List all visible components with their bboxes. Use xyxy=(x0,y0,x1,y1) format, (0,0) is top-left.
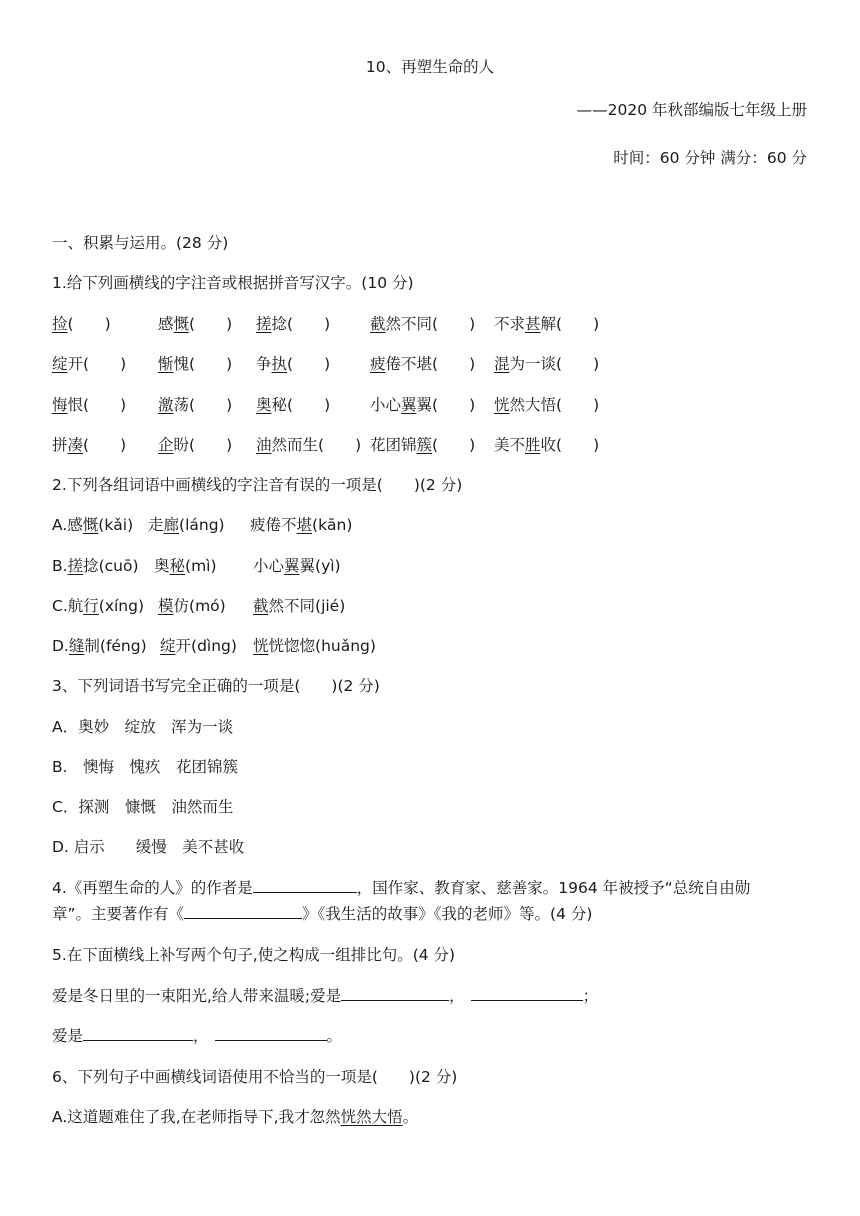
q1-answer-blank[interactable]: ( ) xyxy=(556,436,600,454)
q1-item xyxy=(158,353,232,375)
q2-text: 疲倦不 xyxy=(250,516,297,534)
q1-answer-blank[interactable]: ( ) xyxy=(432,355,476,373)
q2-text: 然不同(jié) xyxy=(268,597,346,615)
q5-sep-2: ， xyxy=(193,1027,209,1045)
q5-blank-1[interactable] xyxy=(341,986,449,1001)
q1-underlined-char: 混 xyxy=(494,355,510,373)
q5-blank-4[interactable] xyxy=(215,1026,327,1041)
q1-item xyxy=(256,394,330,416)
q1-answer-blank[interactable]: ( ) xyxy=(556,355,600,373)
q2-underlined-char: 模 xyxy=(158,597,174,615)
q2-text: B. xyxy=(52,557,68,575)
q1-item xyxy=(370,353,475,375)
q1-underlined-char: 奥 xyxy=(256,396,272,414)
q1-underlined-char: 凑 xyxy=(67,436,84,454)
page-title: 10、再塑生命的人 xyxy=(365,58,495,76)
q1-underlined-char: 胜 xyxy=(525,436,541,454)
q1-item xyxy=(370,313,475,335)
q1-underlined-char: 搓 xyxy=(256,315,272,333)
q1-answer-blank[interactable]: ( ) xyxy=(432,315,476,333)
q1-text: 愧 xyxy=(173,355,190,373)
q1-answer-blank[interactable]: ( ) xyxy=(83,355,127,373)
q1-text: 倦不堪 xyxy=(385,355,433,373)
q3-option-b: B. 懊悔 愧疚 花团锦簇 xyxy=(52,758,239,776)
q2-underlined-char: 秘 xyxy=(169,557,186,575)
q2-option-word xyxy=(160,635,237,657)
q1-answer-blank[interactable]: ( ) xyxy=(287,355,331,373)
q1-text: 小心 xyxy=(370,396,402,414)
q1-item xyxy=(370,434,475,456)
q2-underlined-char: 翼 xyxy=(284,557,300,575)
q1-underlined-char: 簇 xyxy=(416,436,433,454)
q3-option-d: D. 启示 缓慢 美不甚收 xyxy=(52,838,245,856)
q1-item xyxy=(256,353,330,375)
q1-item xyxy=(494,353,599,375)
q1-text: 拼 xyxy=(52,436,68,454)
q1-answer-blank[interactable]: ( ) xyxy=(556,315,600,333)
q2-underlined-char: 行 xyxy=(83,597,99,615)
q1-text: 收 xyxy=(540,436,557,454)
q6-a-pre: A.这道题难住了我,在老师指导下,我才忽然 xyxy=(52,1108,341,1126)
q2-option-word xyxy=(148,514,225,536)
q5-text-a: 爱是冬日里的一束阳光,给人带来温暖;爱是 xyxy=(52,987,342,1005)
q1-underlined-char: 绽 xyxy=(52,355,68,373)
q1-text: 盼 xyxy=(173,436,190,454)
q1-underlined-char: 企 xyxy=(158,436,174,454)
q1-answer-blank[interactable]: ( ) xyxy=(189,436,233,454)
q2-option-word xyxy=(253,595,345,617)
q1-text: 捻 xyxy=(271,315,288,333)
q6-stem: 6、下列句子中画横线词语使用不恰当的一项是( )(2 分) xyxy=(52,1068,458,1086)
q1-text: 为一谈 xyxy=(509,355,557,373)
q2-option-word xyxy=(154,555,217,577)
q2-option-word xyxy=(52,595,144,617)
q1-item xyxy=(158,313,232,335)
q2-underlined-char: 搓 xyxy=(67,557,84,575)
q1-underlined-char: 截 xyxy=(370,315,386,333)
q1-underlined-char: 慨 xyxy=(173,315,190,333)
q1-item xyxy=(52,353,126,375)
q1-text: 感 xyxy=(158,315,174,333)
q1-answer-blank[interactable]: ( ) xyxy=(287,315,331,333)
q1-item xyxy=(494,394,599,416)
q2-text: (kān) xyxy=(312,516,353,534)
q1-item xyxy=(158,434,232,456)
q1-text: 然而生 xyxy=(271,436,319,454)
source-line: ——2020 年秋部编版七年级上册 xyxy=(576,101,807,119)
q2-text: 小心 xyxy=(253,557,285,575)
q1-answer-blank[interactable]: ( ) xyxy=(189,355,233,373)
q2-text: 翼(yì) xyxy=(299,557,341,575)
q1-item xyxy=(494,313,599,335)
q2-option-word xyxy=(253,555,341,577)
q6-a-post: 。 xyxy=(402,1108,419,1126)
q4-text-c: 章”。主要著作有《 xyxy=(52,905,185,923)
q1-underlined-char: 油 xyxy=(256,436,272,454)
q1-answer-blank[interactable]: ( ) xyxy=(189,396,233,414)
q1-text: 然大悟 xyxy=(509,396,557,414)
q5-end-2: 。 xyxy=(326,1027,343,1045)
q5-stem: 5.在下面横线上补写两个句子,使之构成一组排比句。(4 分) xyxy=(52,946,456,964)
q4-line2 xyxy=(52,903,592,925)
q1-answer-blank[interactable]: ( ) xyxy=(189,315,233,333)
q2-text: 捻(cuō) xyxy=(83,557,139,575)
q1-item xyxy=(256,434,361,456)
q1-text: 恨 xyxy=(67,396,84,414)
q1-answer-blank[interactable]: ( ) xyxy=(83,396,127,414)
q1-answer-blank[interactable]: ( ) xyxy=(318,436,362,454)
section-heading: 一、积累与运用。(28 分) xyxy=(52,234,229,252)
q6-a-underlined: 恍然大悟 xyxy=(340,1108,403,1126)
q2-underlined-char: 截 xyxy=(253,597,269,615)
q3-stem: 3、下列词语书写完全正确的一项是( )(2 分) xyxy=(52,677,380,695)
q5-sep-1: ， xyxy=(449,987,465,1005)
q1-item xyxy=(52,434,126,456)
q1-text: 秘 xyxy=(271,396,288,414)
q1-underlined-char: 执 xyxy=(271,355,288,373)
q1-answer-blank[interactable]: ( ) xyxy=(556,396,600,414)
q5-line2 xyxy=(52,1025,342,1047)
q2-text: D. xyxy=(52,637,69,655)
q1-underlined-char: 捡 xyxy=(52,315,68,333)
q1-item xyxy=(256,313,330,335)
q1-answer-blank[interactable]: ( ) xyxy=(432,436,476,454)
q2-option-word xyxy=(250,514,352,536)
q4-text-b: ，国作家、教育家、慈善家。1964 年被授予“总统自由勋 xyxy=(356,879,751,897)
q1-text: 花团锦 xyxy=(370,436,417,454)
q6-option-a xyxy=(52,1106,418,1128)
q2-option-word xyxy=(52,555,139,577)
q5-end-1: ； xyxy=(582,987,599,1005)
q1-item xyxy=(158,394,232,416)
q1-text: 争 xyxy=(256,355,272,373)
q5-text-b: 爱是 xyxy=(52,1027,84,1045)
q2-option-word xyxy=(52,635,147,657)
q2-option-word xyxy=(253,635,376,657)
q2-text: (xíng) xyxy=(98,597,145,615)
q5-line1 xyxy=(52,985,598,1007)
q1-item xyxy=(52,313,111,335)
q2-text: (kǎi) xyxy=(98,516,134,534)
q2-text: 恍惚惚(huǎng) xyxy=(268,637,376,655)
q1-underlined-char: 惭 xyxy=(158,355,174,373)
q1-text: 解 xyxy=(540,315,557,333)
q1-text: 翼 xyxy=(416,396,433,414)
q2-underlined-char: 恍 xyxy=(253,637,269,655)
q2-option-word xyxy=(158,595,226,617)
q4-author-blank[interactable] xyxy=(253,878,357,893)
q2-text: 开(dìng) xyxy=(175,637,237,655)
q1-underlined-char: 疲 xyxy=(370,355,386,373)
q1-item xyxy=(494,434,599,456)
q2-underlined-char: 缝 xyxy=(68,637,85,655)
q1-text: 美不 xyxy=(494,436,526,454)
q3-option-a: A．奥妙 绽放 浑为一谈 xyxy=(52,718,234,736)
q2-text: C.航 xyxy=(52,597,84,615)
q1-underlined-char: 激 xyxy=(158,396,174,414)
q1-stem: 1.给下列画横线的字注音或根据拼音写汉字。(10 分) xyxy=(52,274,414,292)
q2-text: 奥 xyxy=(154,557,170,575)
q1-underlined-char: 翼 xyxy=(401,396,417,414)
q2-underlined-char: 堪 xyxy=(296,516,313,534)
q1-item xyxy=(52,394,126,416)
q2-option-word xyxy=(52,514,133,536)
q2-text: A.感 xyxy=(52,516,83,534)
q2-text: (mì) xyxy=(185,557,217,575)
q5-blank-2[interactable] xyxy=(471,986,583,1001)
q1-answer-blank[interactable]: ( ) xyxy=(67,315,111,333)
q2-text: 制(féng) xyxy=(84,637,147,655)
q1-answer-blank[interactable]: ( ) xyxy=(432,396,476,414)
q1-item xyxy=(370,394,475,416)
q2-text: 走 xyxy=(148,516,164,534)
q2-text: (láng) xyxy=(179,516,225,534)
q1-text: 开 xyxy=(67,355,84,373)
q1-answer-blank[interactable]: ( ) xyxy=(83,436,127,454)
q1-text: 然不同 xyxy=(385,315,433,333)
q1-underlined-char: 甚 xyxy=(525,315,541,333)
q4-line1 xyxy=(52,877,750,899)
q3-option-c: C．探测 慷慨 油然而生 xyxy=(52,798,234,816)
time-score-line: 时间：60 分钟 满分：60 分 xyxy=(613,149,807,167)
q1-text: 荡 xyxy=(173,396,190,414)
q2-text: 仿(mó) xyxy=(173,597,226,615)
q1-underlined-char: 恍 xyxy=(494,396,510,414)
q5-blank-3[interactable] xyxy=(83,1026,193,1041)
q2-stem: 2.下列各组词语中画横线的字注音有误的一项是( )(2 分) xyxy=(52,476,463,494)
q2-underlined-char: 慨 xyxy=(82,516,99,534)
q2-underlined-char: 绽 xyxy=(160,637,176,655)
q1-answer-blank[interactable]: ( ) xyxy=(287,396,331,414)
q4-text-a: 4.《再塑生命的人》的作者是 xyxy=(52,879,253,897)
q1-underlined-char: 悔 xyxy=(52,396,68,414)
q4-text-d: 》《我生活的故事》《我的老师》等。(4 分) xyxy=(302,905,593,923)
q2-underlined-char: 廊 xyxy=(163,516,180,534)
q4-works-blank[interactable] xyxy=(184,904,302,919)
q1-text: 不求 xyxy=(494,315,526,333)
